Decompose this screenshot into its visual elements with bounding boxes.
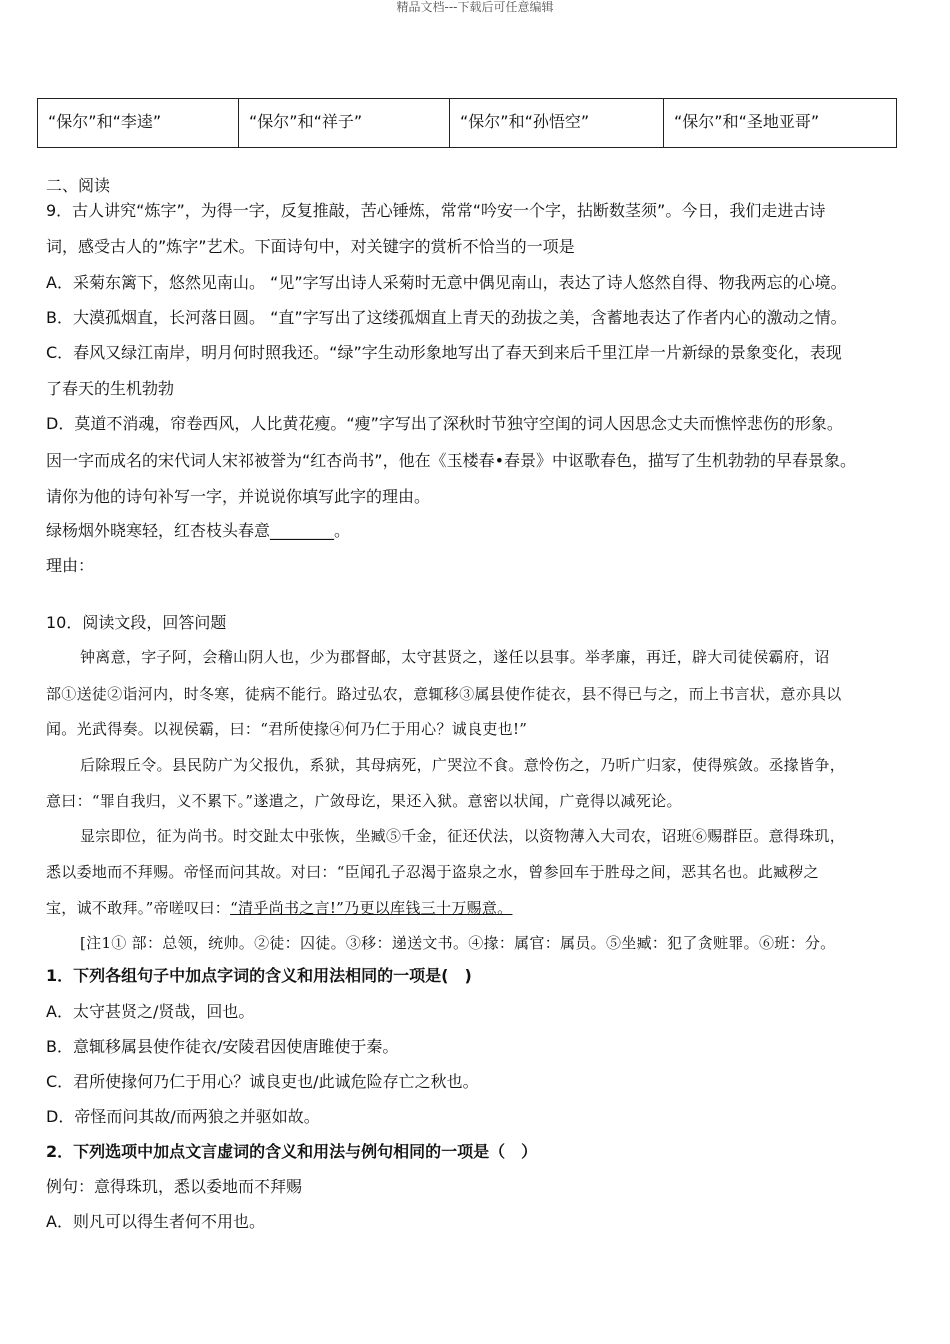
- option-cell-2: “保尔”和“祥子”: [239, 99, 450, 148]
- subq1-option-c: C．君所使掾何乃仁于用心？诚良吏也/此诚危险存亡之秋也。: [46, 1072, 479, 1091]
- q9-option-d: D．莫道不消魂，帘卷西风，人比黄花瘦。“瘦”字写出了深秋时节独守空闺的词人因思念丈夫而憔悴悲伤的形象。: [46, 414, 843, 433]
- option-cell-3: “保尔”和“孙悟空”: [450, 99, 664, 148]
- q9-poem-line: 绿杨烟外晓寒轻，红杏枝头春意________。: [46, 521, 351, 540]
- passage-note: [注1① 部：总领，统帅。②徒：囚徒。③移：递送文书。④掾：属官：属员。⑤坐臧：犯了贪赃罪。⑥班：分。: [80, 934, 836, 952]
- passage-p3-line-2: 悉以委地而不拜赐。帝怪而问其故。对曰：“臣闻孔子忍渴于盗泉之水，曾参回车于胜母之间，恶其名也。此臧秽之: [46, 863, 819, 881]
- subq1-option-a: A．太守甚贤之/贤哉，回也。: [46, 1002, 255, 1021]
- subq2-stem: [46, 1142, 537, 1162]
- q9-extra-line-1: 因一字而成名的宋代词人宋祁被誉为“红杏尚书”，他在《玉楼春•春景》中讴歌春色，描写了生机勃勃的早春景象。: [46, 451, 857, 470]
- option-cell-1: “保尔”和“李逵”: [38, 99, 239, 148]
- passage-p1-line-3: 闻。光武得奏。以视侯霸，曰：“君所使掾④何乃仁于用心？诚良吏也!”: [46, 720, 528, 738]
- q10-title: 10．阅读文段，回答问题: [46, 613, 227, 632]
- q9-option-c-line-2: 了春天的生机勃勃: [46, 379, 175, 398]
- subq1-option-d: D．帝怪而问其故/而两狼之并驱如故。: [46, 1107, 320, 1126]
- q9-option-b: B．大漠孤烟直，长河落日圆。 “直”字写出了这缕孤烟直上青天的劲拔之美，含蓄地表达了作者内心的激动之情。: [46, 308, 847, 327]
- passage-p1-line-1: 钟离意，字子阿，会稽山阴人也，少为郡督邮，太守甚贤之，遂任以县事。举孝廉，再迁，辟大司徒侯霸府，诏: [80, 648, 830, 666]
- subq1-option-b: B．意辄移属县使作徒衣/安陵君因使唐雎使于秦。: [46, 1037, 399, 1056]
- page-header: 精品文档---下载后可任意编辑: [396, 0, 554, 14]
- passage-p2-line-2: 意曰：“罪自我归，义不累下。”遂遣之，广敛母讫，果还入狱。意密以状闻，广竟得以减死论。: [46, 792, 682, 810]
- underlined-quote: “清乎尚书之言!”乃更以库钱三十万赐意。: [230, 899, 513, 917]
- section-heading: 二、阅读: [46, 176, 111, 195]
- subq1-stem: [46, 966, 472, 986]
- subq2-stem-text: 2．下列选项中加点文言虚词的含义和用法与例句相同的一项是（ ）: [46, 1142, 538, 1161]
- subq2-example: 例句：意得珠玑，悉以委地而不拜赐: [46, 1177, 303, 1196]
- q9-stem-line-1: 9．古人讲究“炼字”，为得一字，反复推敲，苦心锤炼，常常“吟安一个字，拈断数茎须”。今日，我们走进古诗: [46, 201, 826, 220]
- q9-option-a: A．采菊东篱下，悠然见南山。 “见”字写出诗人采菊时无意中偶见南山，表达了诗人悠然自得、物我两忘的心境。: [46, 273, 847, 292]
- q9-reason-label: 理由：: [46, 556, 95, 575]
- subq2-option-a: A．则凡可以得生者何不用也。: [46, 1212, 265, 1231]
- passage-p3-line-3: [46, 898, 512, 918]
- q9-option-c-line-1: C．春风又绿江南岸，明月何时照我还。“绿”字生动形象地写出了春天到来后千里江岸一片新绿的景象变化，表现: [46, 343, 842, 362]
- passage-p3-line-1: 显宗即位，征为尚书。时交趾太中张恢，坐臧⑤千金，征还伏法，以资物薄入大司农，诏班⑥赐群臣。意得珠玑，: [80, 827, 846, 845]
- options-table: [37, 98, 897, 148]
- q9-extra-line-2: 请你为他的诗句补写一字，并说说你填写此字的理由。: [46, 487, 431, 506]
- option-cell-4: “保尔”和“圣地亚哥”: [664, 99, 897, 148]
- passage-p1-line-2: 部①送徒②诣河内，时冬寒，徒病不能行。路过弘农，意辄移③属县使作徒衣，县不得已与之，而上书言状，意亦具以: [46, 685, 842, 703]
- passage-p3-line-3-text: 宝，诚不敢拜。”帝嗟叹曰：: [46, 899, 231, 917]
- q9-stem-line-2: 词，感受古人的”炼字”艺术。下面诗句中，对关键字的赏析不恰当的一项是: [46, 237, 575, 256]
- subq1-stem-text: 1．下列各组句子中加点字词的含义和用法相同的一项是( ): [46, 966, 472, 985]
- passage-p2-line-1: 后除瑕丘令。县民防广为父报仇，系狱，其母病死，广哭泣不食。意怜伤之，乃听广归家，使得殡敛。丞掾皆争，: [80, 756, 846, 774]
